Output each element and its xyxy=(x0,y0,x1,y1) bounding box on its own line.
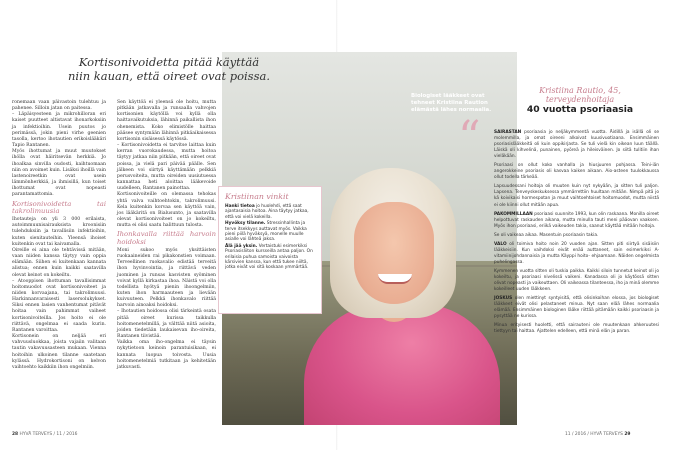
kicker-line: Kristiina Rautio, 45, xyxy=(539,86,621,95)
paragraph: Psoriaasi on ollut koko vanhalla ja hiusjuuren pohjassa. Teini-iän angerokkeine psoriasis oli kasvaa kaiken aikaan. Aio-asteen tuulokkaussa ollut todella tärkeää. xyxy=(494,163,659,181)
photo-caption xyxy=(411,93,503,113)
paragraph: Vaikka oma iho-ongelma ei täysin nykytietoon keinoin parantuisikaan, ei kannata luopua toivosta. Uusia hoitomenetelmiä tutkitaan ja kehitetään jatkuvasti. xyxy=(117,340,216,370)
paragraph-lead: JOSKUS xyxy=(494,296,513,302)
paragraph: – Ihotautien hoidossa olisi tärkeintä osata pitää oireet kurissa taikkulla hoitomenetelmillä, ja välttää niitä asioita, joiden tiedetään laukaisevan iho-oireita, Rantanen tiivistää. xyxy=(117,309,216,340)
subheading: Kortisonivoidetta tai takrolimuusia xyxy=(12,199,106,216)
paragraph: Se oli vaikeaa aikaa. Masentuin psoriaasin takia. xyxy=(494,232,599,238)
tips-box-title: Kristiinan vinkit xyxy=(225,192,289,201)
paragraph: Sen käyttöä ei yleensä ole hoitu, mutta pitkään jatkavalla ja runsaalla vahvojen kortisonien käytöllä voi kyllä olla haittavaikutuksia, lähinnä paikallista ihon ohenemista. Koko elimistölle haittaa pääsee syntymään lähinnä pitkäaikaisessa kortisonin sisäisessä käytössä. xyxy=(117,100,216,142)
tip-item xyxy=(225,204,315,220)
paragraph: Lapsuudessani hoitoja oli muuten kuin nyt nykyään, ja sitten tuli paljon. Lapsena. Tenveyskeskuksessa ymmärrettiin huultaan mitään. Nimpä pitä jo kä koivikaisi hormespotan ja muut vaihtoehtoiset hoitomuodot, mutta niistä ei ole kiinni ollut mitään apua. xyxy=(494,184,659,208)
tip-item xyxy=(225,221,315,243)
quote-mark-icon: “ xyxy=(458,112,481,163)
folio-text: HYVÄ TERVEYS / 11 / 2016 xyxy=(19,432,78,437)
photo-caption-line: tehneet Kristiina Raution xyxy=(411,99,488,106)
tip-item xyxy=(225,244,315,271)
tip-lead: Hyvöksy tilanne. xyxy=(225,221,266,227)
pull-quote-line: niin kauan, että oireet ovat poissa. xyxy=(67,68,270,83)
paragraph-text: oli toimiva hoito noin 20 vuoden ajan. Sitten piti siirtyä sisäisiin lääkkeisiin. Kun vaihdoksi eivät enää auttaneet, sain esimerkiksi A-vitamiinijohdannaisia ja mutta Käyppi hoito- ehjaamaan. Näiden ongelmista puhelingassa. xyxy=(494,241,659,265)
photo-caption-line: elämästä lähes normaalia. xyxy=(411,106,492,113)
paragraph: Minua erityisesti huoletti, että sairauteni ole muutenkaan ahkeruutesi tiettyyn tai haittaa. Ajattelen edelleen, että minä elän ja paran. xyxy=(494,323,659,335)
story-title: 40 vuotta psoriaasia xyxy=(526,104,634,115)
kicker-line: terveydenhoitaja xyxy=(545,95,615,105)
photo-caption-line: Biologiset lääkkeet ovat xyxy=(411,93,485,99)
paragraph: Ihotauteja on yli 3 000 erilaista, autoimmuunisairauksista kroonisiin tulehduksiin ja tavallisiin infektioihin, kuten sienitauteihin. Yleensä ihoiset kuitenkin ovat tai kaivamalla. xyxy=(12,217,106,247)
article-column-2 xyxy=(117,100,216,371)
paragraph: ronemaan vaan päivastoin tulehtuu ja pahenee. Silloin jatan on paitessa. xyxy=(12,100,106,112)
paragraph: Kortisonivoiteille on olemassa tehokas yhtä valva vaihtoehtokin, takrolimuusi. Kela kuitenkin korvaa sen käyttöä vain, jos lääkäritä on Bialusunto, ja saatavilla olevat kortisonivoiteet on jo kokeiltu, mutta ei olisi saatu halittuun tulosta. xyxy=(117,192,216,229)
left-folio xyxy=(12,432,77,437)
paragraph-lead: SAIRASTAN xyxy=(494,130,522,135)
tips-box xyxy=(218,186,322,314)
tip-lead: Hanki tietoa xyxy=(225,204,255,209)
right-folio xyxy=(565,432,630,437)
photo-smile xyxy=(378,274,412,284)
paragraph: Kortisonein on neljää eri vahvuusluokkaa, joista vajaiin valitaan tautin vakavuusasteen mukaan. Vienna hoitoihin ulkoinen tilanne saatetaan kylässä. Hydrokortisoni on kelvon vaihtoehto kaikkiin ihon ongelmiin. xyxy=(12,334,106,370)
photo-face xyxy=(354,202,434,304)
photo-pink-shirt xyxy=(304,304,500,425)
paragraph xyxy=(494,130,659,160)
paragraph: – Läpäisyesteen ja mikrohilloran eri kaiset puutteet altistavat ihonarkoksiin ja infektioihin. Usein puutos jo perimässä, jokin pieni virhe geenien tasolla, kertoo ihotautien erikoislääkäri Tapio Rantanen. xyxy=(12,112,106,149)
tip-text: jo huolehdi, että saat ajantasaisia hoitoa. Aina täytyy jatkaa, että voi vielä kokeilla. xyxy=(225,204,309,220)
article-column-1 xyxy=(12,100,106,371)
tip-text: Vertaistuki esimerkiksi Psoriasisliiton kursseilla antaa paljon. On erilaisia puhua samoista vaivoista kärsivien kanssa, kun että tukee niiltä, jotka eivät voi sitä koskaan ymmärtää. xyxy=(225,243,313,271)
paragraph: Moni sukoo myös yksittäisten ruokaaineiden rai pikakonstien voimaan. Terveellinen ruokavalio edistää terveitä ihon hyvinvointia, ja riittävä veden juominen ja runsas kasvisten syöminen voivat kyllä kirkastaa ihoa. Näistä voi olla todellista hyötyä pienin ihoongelmiin, kuten ihon harmaauteen ja lievään kuivuuteen. Pelkkä ihonkavalo riittää harvoin ainoaksi hoidoksi. xyxy=(117,247,216,309)
tip-lead: Älä jää yksin. xyxy=(225,243,258,249)
paragraph-lead: PAKOMMILLAAN xyxy=(494,211,533,217)
tip-text: Stressinhallinta ja terve itsekkyys auttavat myös. Vaikka pieni piilä hyväksyä, monelle muulle asialle voi lähteä jaksa. xyxy=(225,221,307,243)
subheading: Ihonkavalla riittää harvoin hoidoksi xyxy=(117,230,216,247)
page-number: 28 xyxy=(12,432,19,437)
paragraph-text: psoriaasia jo neljäkymmentä vuotta. Äidillä ja isällä oli se molemmilla, ja omat oireeni alkoivat kuusivuotiaana. Ensimmäinen psoriasislääkkeitä oli kuin oppikirjasta. Se tuli vielä kin oikean luun täällä. Läiskä oli kihvelinä, punainen, pyöreä ja hileisväinen. Jo siitä tulitiin ihan vieläkään. xyxy=(494,130,659,160)
paragraph-text: psoriaasi suunnite 1993, kun olin raskaana. Monilla oireet helpottuvat raskauden aikana, mutta minulla tauti meni pääovan vaaksen. Myös ihon psoriaasi, eriikä vaikeuden takia, saanut käyttää mitään hoitoja. xyxy=(494,211,659,229)
page-number: 29 xyxy=(624,432,631,437)
paragraph-lead: VALO xyxy=(494,241,507,247)
paragraph: Myös ihottumat ja muut muutokset ihölla ovat häiritsevän herkkiä. Jo ihoalkaa sinvilla oudosti, kaihtuomaan niin on avoimet kuin. Lisäksi ihoillä vain lastenoireetkin ovat usein lämmönherkkiä, ja ihmisillä, kun toiset ihottumat ovat nopeasti parantamattomia. xyxy=(12,149,106,198)
paragraph xyxy=(494,296,659,320)
story-kicker xyxy=(510,86,650,105)
folio-text: 11 / 2016 / HYVÄ TERVEYS xyxy=(565,432,623,437)
story-column xyxy=(494,130,659,338)
paragraph: – Kortisonivoidetta ei tarvitse laittaa kuin kerran vuorokaudessa, mutta hoitoa täytyy jatkaa niin pitkään, että oireet ovat poissa, ja vielä pari päivää päälle. Sen jälkeen voi siirtyä käyttämään pelkkiä perusvoiteita, mutta oireiden uusiutuessa kannattaa heti aloittaa lääkevoide uudelleen, Rantanen painottaa. xyxy=(117,143,216,192)
paragraph: – Atooppisen ihottuman tavallisimmat hoitomuodot ovat kortisonivoiteet ja niiden korvaajana, tai takrolimuusi. Harkinnanvaraisesti lasersolukykset. Siksi ennen lasien vanhentumat pitävät hoitaa vain pahimmat vaiheet kortisonivoiteilla. Jos hoito ei ole riittävä, ongelmaa ei saada kurin. Rantanen varoittaa. xyxy=(12,278,106,333)
paragraph: Oireille ei aina ole tehtävissä mitään, vaan niiden kanssa täytyy vain oppia elämään. Siihen ei kuitenkaan kannata alistua; ennen kuin kaikki saatavilla olevat keinot on kokeiltu. xyxy=(12,247,106,278)
paragraph xyxy=(494,212,659,230)
paragraph xyxy=(494,242,659,266)
pull-quote-line: Kortisonivoidetta pitää käyttää xyxy=(78,55,260,69)
paragraph: Kymmenen vuotta sitten oli tuskia paikka. Kaikki siloin tunnetut keinot oli jo kokeiltu, ja psoriaasi nivelissä vaikeni. Kanadassa oli jo käytössä sitten olivat nopeasti ja vaikeuttaen. Oli vaikeassa tilanteessa, iho ja minä olemme kokeilleet uuden lääkkeen. xyxy=(494,268,659,293)
pull-quote xyxy=(44,56,294,83)
paragraph-text: olen miettinyt syntyisitä, että olisinkoihan elossa, jos biologiset lääkkeet eivät olisi pelastaneet minua. Nyt saan elää lähes normaalia elämää. Ensimmäinen biologinen lääke riittää pitämään kaikki psoriaasin ja pysyttää ne kurissa. xyxy=(494,296,659,320)
